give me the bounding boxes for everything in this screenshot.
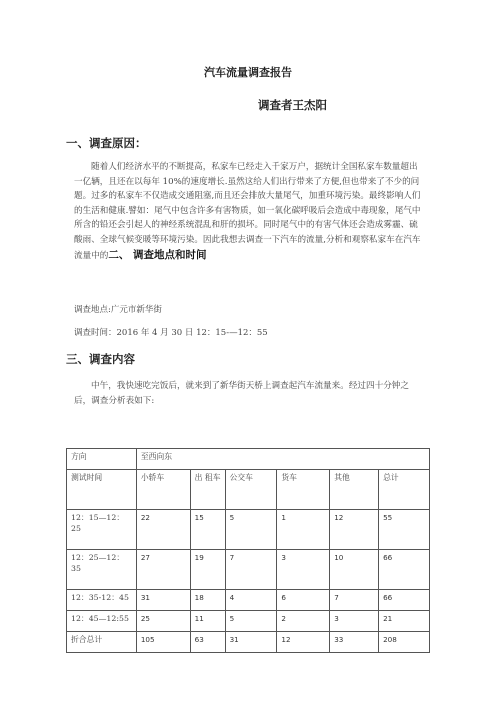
table-cell: 7 [330,590,379,611]
table-cell: 12：35-12：45 [67,590,137,611]
table-cell: 12：45—12:55 [67,611,137,632]
header-cell: 总计 [379,470,430,510]
section-heading-content: 三、调查内容 [66,352,135,366]
table-row [67,590,430,611]
content-text: 中午，我快速吃完饭后，就来到了新华街天桥上调查起汽车流量来。经过四十分钟之后，调查分析表如下: [74,381,409,406]
table-cell: 2 [277,611,330,632]
table-cell: 15 [190,510,225,550]
section-heading-reason: 一、调查原因： [66,136,147,150]
reason-paragraph [74,160,424,263]
table-cell: 1 [277,510,330,550]
table-cell: 7 [225,550,277,590]
header-cell: 小轿车 [136,470,190,510]
table-cell: 12：25—12：35 [67,550,137,590]
header-cell: 其他 [330,470,379,510]
table-cell: 55 [379,510,430,550]
table-cell: 折合总计 [67,632,137,653]
table-cell: 66 [379,550,430,590]
table-cell: 22 [136,510,190,550]
table-cell: 3 [330,611,379,632]
survey-time: 调查时间：2016 年 4 月 30 日 12：15-—12：55 [74,328,268,338]
reason-text: 随着人们经济水平的不断提高，私家车已经走入千家万户，据统计全国私家车数量超出一亿辆，且还在以每年 10%的速度增长.虽然这给人们出行带来了方便,但也带来了不少的问题。过多的私家车不仅造成交通阻塞,而且还会排放大量尾气，加重环境污染。最终影响人们的生活和健康.譬如：尾气中包含许多有害物质，如一氧化碳呼吸后会造成中毒现象，尾气中所含的铅还会引起人的神经系统混乱和肝的损坏。同时尾气中的有害气体还会造成雾霾、硫酸雨、全球气候变暖等环境污染。因此我想去调查一下汽车的流量,分析和观察私家车在汽车流量中的 [74,162,421,261]
table-cell: 12 [277,632,330,653]
table-cell: 12：15—12：25 [67,510,137,550]
table-cell: 5 [225,611,277,632]
survey-location: 调查地点:广元市新华街 [74,305,162,315]
table-cell: 105 [136,632,190,653]
table-cell: 208 [379,632,430,653]
direction-value-cell: 至西向东 [136,449,429,470]
table-total-row [67,632,430,653]
table-cell: 4 [225,590,277,611]
table-cell: 19 [190,550,225,590]
table-cell: 21 [379,611,430,632]
direction-label-cell: 方向 [67,449,137,470]
report-author: 调查者王杰阳 [258,98,327,112]
table-cell: 11 [190,611,225,632]
header-cell: 测试时间 [67,470,137,510]
table-row [67,510,430,550]
report-title: 汽车流量调查报告 [204,66,292,79]
content-paragraph [74,379,424,408]
table-cell: 10 [330,550,379,590]
table-cell: 66 [379,590,430,611]
table-cell: 63 [190,632,225,653]
table-cell: 31 [136,590,190,611]
section-heading-location-time: 二、 调查地点和时间 [108,248,207,261]
table-row [67,550,430,590]
table-cell: 5 [225,510,277,550]
table-cell: 25 [136,611,190,632]
table-row-direction [67,449,430,470]
table-cell: 6 [277,590,330,611]
table-cell: 12 [330,510,379,550]
table-row [67,611,430,632]
table-cell: 3 [277,550,330,590]
traffic-table [66,448,430,653]
header-cell: 货车 [277,470,330,510]
header-cell: 出 租车 [190,470,225,510]
table-cell: 27 [136,550,190,590]
table-cell: 31 [225,632,277,653]
table-cell: 33 [330,632,379,653]
table-header-row [67,470,430,510]
header-cell: 公交车 [225,470,277,510]
table-cell: 18 [190,590,225,611]
